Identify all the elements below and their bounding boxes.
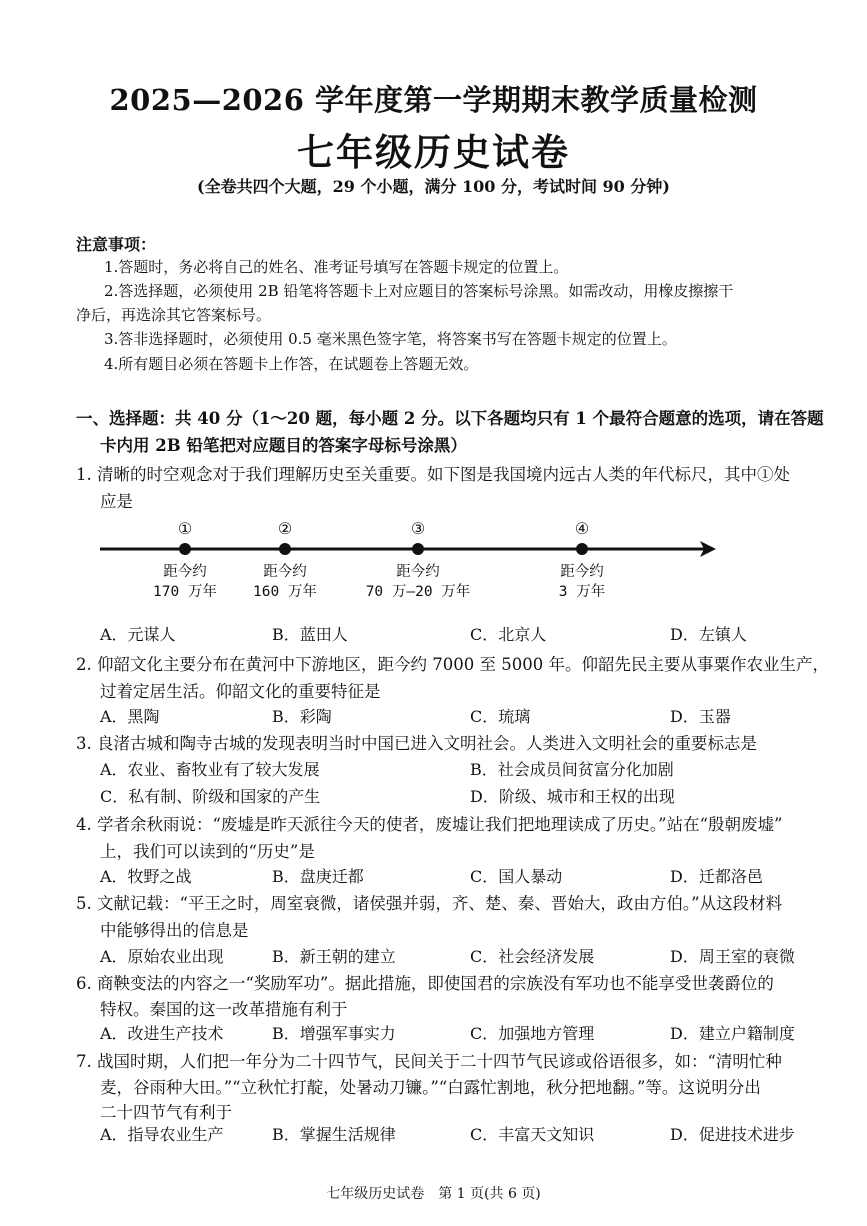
timeline-dot-4 xyxy=(576,543,588,555)
q1-option-b[interactable]: B．蓝田人 xyxy=(272,625,348,644)
q2-option-a[interactable]: A．黑陶 xyxy=(100,707,160,726)
q3-option-b[interactable]: B．社会成员间贫富分化加剧 xyxy=(470,760,674,779)
question-7-text: 7. 战国时期，人们把一年分为二十四节气，民间关于二十四节气民谚或俗语很多，如：“清明忙种 xyxy=(76,1052,782,1071)
q3-option-a[interactable]: A．农业、畜牧业有了较大发展 xyxy=(100,760,320,779)
q2-option-d[interactable]: D．玉器 xyxy=(670,707,731,726)
q6-option-a[interactable]: A．改进生产技术 xyxy=(100,1024,224,1043)
q6-option-b[interactable]: B．增强军事实力 xyxy=(272,1024,396,1043)
note-item-2-cont: 净后，再选涂其它答案标号。 xyxy=(76,306,272,324)
question-7-text-cont: 麦，谷雨种大田。”“立秋忙打靛，处暑动刀镰。”“白露忙割地，秋分把地翻。”等。这说明分出 xyxy=(100,1078,761,1097)
q6-option-d[interactable]: D．建立户籍制度 xyxy=(670,1024,795,1043)
question-2-text: 2. 仰韶文化主要分布在黄河中下游地区，距今约 7000 至 5000 年。仰韶先民主要从事粟作农业生产， xyxy=(76,655,829,674)
timeline-marker-1: ① xyxy=(177,519,193,538)
note-item-4: 4.所有题目必须在答题卡上作答，在试题卷上答题无效。 xyxy=(104,355,479,373)
q3-option-c[interactable]: C．私有制、阶级和国家的产生 xyxy=(100,787,321,806)
q7-option-a[interactable]: A．指导农业生产 xyxy=(100,1125,224,1144)
q3-option-d[interactable]: D．阶级、城市和王权的出现 xyxy=(470,787,675,806)
question-5-text: 5. 文献记载：“平王之时，周室衰微，诸侯强并弱，齐、楚、秦、晋始大，政由方伯。”从这段材料 xyxy=(76,894,783,913)
question-4-text: 4. 学者余秋雨说：“废墟是昨天派往今天的使者，废墟让我们把地理读成了历史。”站在“殷朝废墟” xyxy=(76,815,783,834)
notes-heading: 注意事项： xyxy=(76,235,157,254)
timeline-marker-3: ③ xyxy=(410,519,426,538)
q1-option-d[interactable]: D．左镇人 xyxy=(670,625,747,644)
timeline-label-2: 距今约 160 万年 xyxy=(253,564,317,600)
section-heading-cont: 卡内用 2B 铅笔把对应题目的答案字母标号涂黑） xyxy=(100,436,467,455)
page-footer: 七年级历史试卷 第 1 页(共 6 页) xyxy=(326,1186,541,1202)
question-2-text-cont: 过着定居生活。仰韶文化的重要特征是 xyxy=(100,682,381,701)
timeline-dot-2 xyxy=(279,543,291,555)
q5-option-d[interactable]: D．周王室的衰微 xyxy=(670,947,795,966)
q4-option-d[interactable]: D．迁都洛邑 xyxy=(670,867,763,886)
note-item-2: 2.答选择题，必须使用 2B 铅笔将答题卡上对应题目的答案标号涂黑。如需改动，用橡皮擦擦干 xyxy=(104,282,734,300)
timeline-axis xyxy=(96,535,721,565)
timeline-label-3: 距今约 70 万—20 万年 xyxy=(365,564,471,600)
exam-title-line2: 七年级历史试卷 xyxy=(297,130,570,174)
timeline-label-1: 距今约 170 万年 xyxy=(153,564,217,600)
question-5-text-cont: 中能够得出的信息是 xyxy=(100,921,249,940)
timeline-marker-2: ② xyxy=(277,519,293,538)
timeline-marker-4: ④ xyxy=(574,519,590,538)
q7-option-c[interactable]: C．丰富天文知识 xyxy=(470,1125,595,1144)
question-1-text: 1. 清晰的时空观念对于我们理解历史至关重要。如下图是我国境内远古人类的年代标尺，其中①处 xyxy=(76,465,790,484)
timeline-dot-3 xyxy=(412,543,424,555)
q2-option-b[interactable]: B．彩陶 xyxy=(272,707,332,726)
question-6-text-cont: 特权。秦国的这一改革措施有利于 xyxy=(100,1000,348,1019)
q7-option-b[interactable]: B．掌握生活规律 xyxy=(272,1125,396,1144)
timeline-dot-1 xyxy=(179,543,191,555)
question-4-text-cont: 上，我们可以读到的“历史”是 xyxy=(100,842,315,861)
question-3-text: 3. 良渚古城和陶寺古城的发现表明当时中国已进入文明社会。人类进入文明社会的重要标志是 xyxy=(76,734,757,753)
q4-option-b[interactable]: B．盘庚迁都 xyxy=(272,867,364,886)
note-item-1: 1.答题时，务必将自己的姓名、准考证号填写在答题卡规定的位置上。 xyxy=(104,258,569,276)
question-7-text-cont2: 二十四节气有利于 xyxy=(100,1103,232,1122)
question-1-text-cont: 应是 xyxy=(100,492,133,511)
q7-option-d[interactable]: D．促进技术进步 xyxy=(670,1125,795,1144)
q5-option-a[interactable]: A．原始农业出现 xyxy=(100,947,224,966)
section-heading: 一、选择题：共 40 分（1～20 题，每小题 2 分。以下各题均只有 1 个最符合题意的选项，请在答题 xyxy=(76,409,824,428)
q5-option-b[interactable]: B．新王朝的建立 xyxy=(272,947,396,966)
note-item-3: 3.答非选择题时，必须使用 0.5 毫米黑色签字笔，将答案书写在答题卡规定的位置上。 xyxy=(104,330,677,348)
timeline-label-4: 距今约 3 万年 xyxy=(558,564,606,600)
q4-option-c[interactable]: C．国人暴动 xyxy=(470,867,563,886)
exam-title-line1: 2025—2026 学年度第一学期期末教学质量检测 xyxy=(109,83,758,117)
q2-option-c[interactable]: C．琉璃 xyxy=(470,707,531,726)
q5-option-c[interactable]: C．社会经济发展 xyxy=(470,947,595,966)
q1-option-a[interactable]: A．元谋人 xyxy=(100,625,176,644)
q6-option-c[interactable]: C．加强地方管理 xyxy=(470,1024,595,1043)
exam-subtitle: (全卷共四个大题，29 个小题，满分 100 分，考试时间 90 分钟) xyxy=(197,177,670,196)
q4-option-a[interactable]: A．牧野之战 xyxy=(100,867,192,886)
question-6-text: 6. 商鞅变法的内容之一“奖励军功”。据此措施，即使国君的宗族没有军功也不能享受世袭爵位的 xyxy=(76,974,774,993)
q1-option-c[interactable]: C．北京人 xyxy=(470,625,547,644)
